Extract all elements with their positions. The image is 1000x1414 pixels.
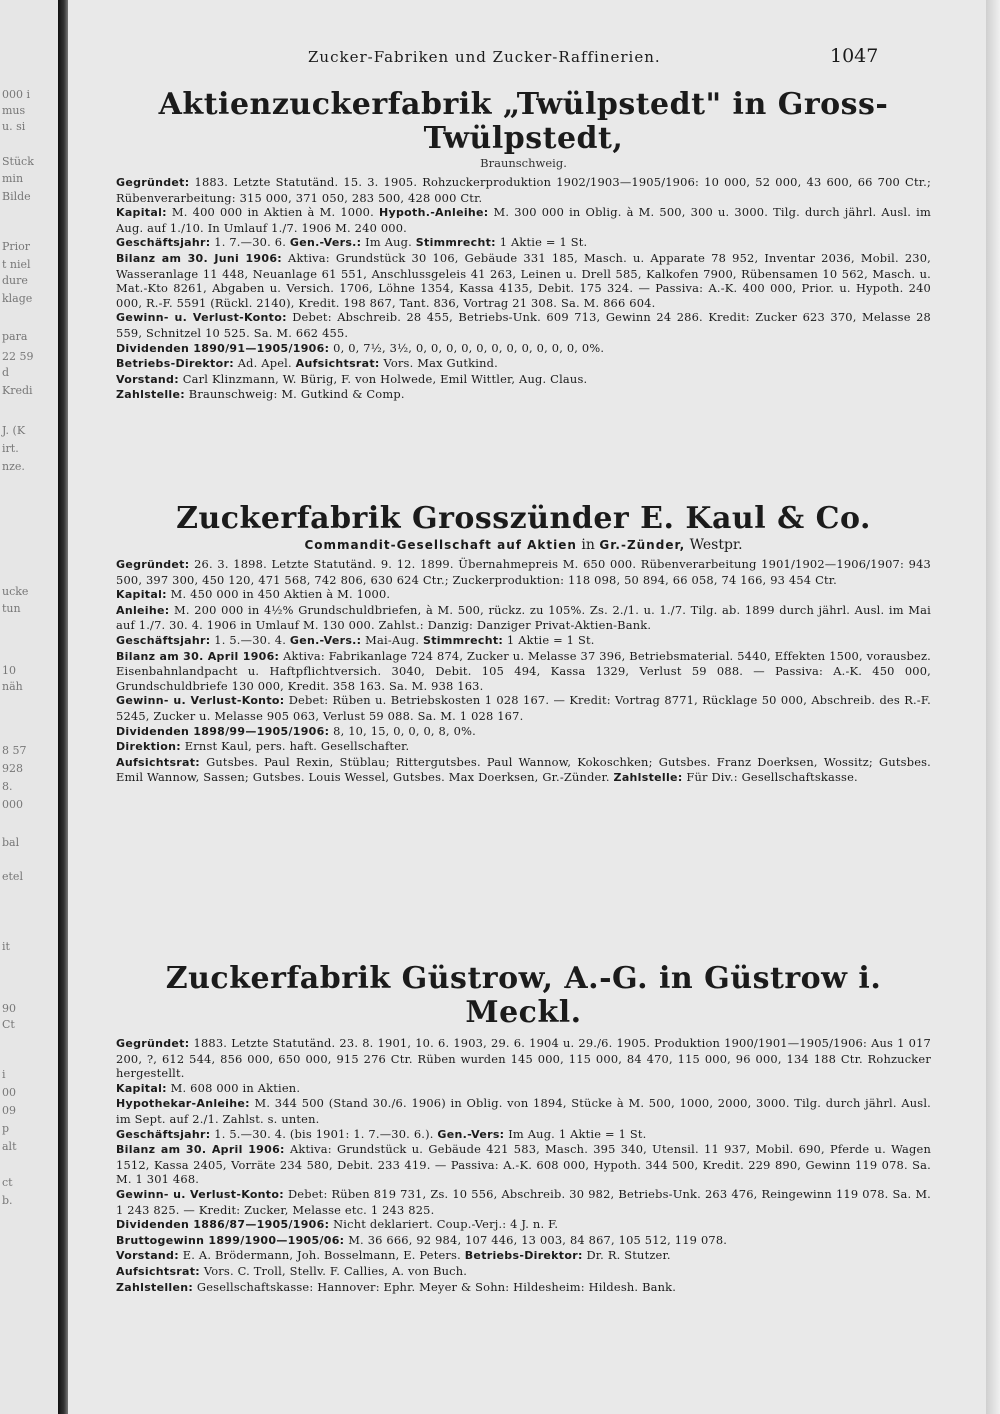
field-label: Geschäftsjahr: — [116, 1127, 211, 1141]
company-title: Zuckerfabrik Grosszünder E. Kaul & Co. — [176, 501, 871, 536]
margin-fragment: it — [2, 940, 10, 953]
margin-fragment: bal — [2, 836, 20, 849]
company-entry-twuelpstedt — [116, 88, 931, 403]
entry-paragraph — [116, 356, 931, 372]
field-label: Vorstand: — [116, 1249, 179, 1263]
field-label: Gegründet: — [116, 1037, 190, 1050]
entry-paragraph — [116, 724, 931, 740]
field-text: Ad. Apel. — [233, 356, 296, 371]
field-text: Mai-Aug. — [361, 632, 424, 647]
margin-fragment: dure — [2, 274, 28, 287]
field-text: M. 300 000 in Oblig. à M. 500, 300 u. 3000. Tilg. durch jährl. Ausl. im Aug. auf 1./10. In Umlauf 1./7. 1906 M. 240 000. — [116, 205, 931, 235]
field-label: Bilanz am 30. April 1906: — [116, 1143, 285, 1157]
margin-fragment: Kredi — [2, 384, 33, 397]
entry-paragraph — [116, 372, 931, 388]
company-title: Aktienzuckerfabrik „Twülpstedt" in Gross-Twülpstedt, — [158, 87, 889, 156]
entry-paragraph — [116, 587, 931, 603]
margin-fragment: 000 — [2, 798, 23, 811]
field-text: M. 608 000 in Aktien. — [166, 1080, 301, 1095]
margin-fragment: näh — [2, 680, 23, 693]
field-label: Gewinn- u. Verlust-Konto: — [116, 311, 287, 325]
field-label: Gewinn- u. Verlust-Konto: — [116, 694, 285, 708]
field-text: Im Aug. — [361, 235, 416, 250]
margin-fragment: J. (K — [2, 424, 26, 437]
field-text: E. A. Brödermann, Joh. Bosselmann, E. Peters. — [178, 1248, 465, 1263]
margin-fragment: 000 i — [2, 88, 31, 101]
field-label: Gen.-Vers: — [437, 1127, 505, 1141]
field-text: M. 36 666, 92 984, 107 446, 13 003, 84 867, 105 512, 119 078. — [344, 1232, 728, 1247]
field-text: M. 344 500 (Stand 30./6. 1906) in Oblig. von 1894, Stücke à M. 500, 1000, 2000, 3000. Tilg. durch jährl. Ausl. im Sept. auf 2./1. Zahlst. s. unten. — [116, 1096, 931, 1126]
entry-paragraph — [116, 1187, 931, 1217]
field-label: Stimmrecht: — [423, 633, 504, 647]
margin-fragment: Stück — [2, 155, 34, 168]
field-text: M. 400 000 in Aktien à M. 1000. — [166, 205, 380, 220]
entry-paragraph — [116, 1081, 931, 1097]
entry-paragraph — [116, 387, 931, 403]
document-page — [68, 0, 986, 1414]
margin-fragment: 09 — [2, 1104, 16, 1117]
entry-paragraph — [116, 1233, 931, 1249]
field-text: Debet: Abschreib. 28 455, Betriebs-Unk. 609 713, Gewinn 24 286. Kredit: Zucker 623 370, Melasse 28 559, Schnitzel 10 525. Sa. M. 662 455. — [116, 310, 931, 340]
field-text: Gutsbes. Paul Rexin, Stüblau; Rittergutsbes. Paul Wannow, Kokoschken; Gutsbes. Franz Doerksen, Wossitz; Gutsbes. Emil Wannow, Sassen; Gutsbes. Louis Wessel, Gutsbes. Max Doerksen, Gr.-Zünder. — [116, 754, 931, 785]
company-form-connector: in — [576, 537, 600, 553]
margin-fragment: mus — [2, 104, 26, 117]
field-text: 1. 5.—30. 4. — [210, 632, 290, 647]
margin-fragment: tun — [2, 602, 21, 615]
field-text: Für Div.: Gesellschaftskasse. — [682, 770, 858, 785]
margin-fragment: t niel — [2, 258, 31, 271]
entry-paragraph — [116, 205, 931, 235]
field-label: Geschäftsjahr: — [116, 633, 211, 647]
field-text: Braunschweig: M. Gutkind & Comp. — [184, 387, 405, 402]
margin-fragment: p — [2, 1122, 10, 1135]
field-label: Zahlstellen: — [116, 1280, 194, 1294]
entry-paragraph — [116, 1248, 931, 1264]
margin-fragment: i — [2, 1068, 6, 1081]
running-header-title: Zucker-Fabriken und Zucker-Raffinerien. — [308, 48, 661, 66]
field-label: Direktion: — [116, 740, 181, 754]
entry-paragraph — [116, 251, 931, 310]
company-entry-grosszuender — [116, 502, 931, 786]
company-form-place: Gr.-Zünder, — [599, 538, 686, 552]
margin-fragment: irt. — [2, 442, 19, 455]
field-text: 1. 5.—30. 4. (bis 1901: 1. 7.—30. 6.). — [210, 1126, 438, 1141]
field-label: Bilanz am 30. April 1906: — [116, 649, 280, 663]
field-label: Gen.-Vers.: — [289, 236, 362, 250]
margin-fragment: 90 — [2, 1002, 16, 1015]
field-text: 1 Aktie = 1 St. — [503, 632, 595, 647]
margin-fragment: ucke — [2, 585, 29, 598]
field-text: Vors. Max Gutkind. — [379, 356, 498, 371]
field-text: Debet: Rüben u. Betriebskosten 1 028 167. — Kredit: Vortrag 8771, Rücklage 50 000, Abschreib. des R.-F. 5245, Zucker u. Melasse 905 063, Verlust 59 088. Sa. M. 1 028 167. — [116, 693, 931, 723]
field-text: Aktiva: Fabrikanlage 724 874, Zucker u. Melasse 37 396, Betriebsmaterial. 5440, Effekten 1500, vorausbez. Eisenbahnlandpacht u. Haftpflichtversich. 3040, Debit. 105 494, Kassa 1329, Verlust 59 088. — Passiva: A.-K. 450 000, Grundschuldbriefe 130 000, Kredit. 358 163. Sa. M. 938 163. — [116, 648, 932, 693]
entry-paragraph — [116, 1264, 931, 1280]
field-text: Aktiva: Grundstück u. Gebäude 421 583, Masch. 395 340, Utensil. 11 937, Mobil. 690, Pferde u. Wagen 1512, Kassa 2405, Vorräte 234 580, Debit. 233 419. — Passiva: A.-K. 608 000, Hypoth. 344 500, Kredit. 229 890, Gewinn 119 078. Sa. M. 1 301 468. — [116, 1142, 931, 1187]
margin-fragment: 8. — [2, 780, 13, 793]
entry-body — [116, 1036, 931, 1295]
margin-fragment: 22 59 — [2, 350, 34, 363]
margin-fragment: d — [2, 366, 10, 379]
company-title: Zuckerfabrik Güstrow, A.-G. in Güstrow i. Meckl. — [165, 961, 882, 1030]
field-label: Aufsichtsrat: — [116, 1264, 201, 1278]
margin-fragment: 10 — [2, 664, 16, 677]
field-text: Gesellschaftskasse: Hannover: Ephr. Meyer & Sohn: Hildesheim: Hildesh. Bank. — [193, 1279, 677, 1294]
field-text: M. 450 000 in 450 Aktien à M. 1000. — [166, 587, 391, 602]
entry-paragraph — [116, 603, 931, 633]
entry-paragraph — [116, 1142, 931, 1187]
entry-paragraph — [116, 235, 931, 251]
margin-fragment: 8 57 — [2, 744, 27, 757]
margin-fragment: para — [2, 330, 28, 343]
previous-page-edge — [0, 0, 58, 1414]
field-label: Gegründet: — [116, 558, 190, 571]
entry-paragraph — [116, 1036, 931, 1081]
field-text: 1883. Letzte Statutänd. 15. 3. 1905. Rohzuckerproduktion 1902/1903—1905/1906: 10 000, 52 000, 43 600, 66 700 Ctr.; Rübenverarbeitung: 315 000, 371 050, 283 500, 428 000 Ctr. — [116, 175, 931, 205]
company-form-label: Commandit-Gesellschaft auf Aktien — [304, 538, 577, 552]
page-right-edge — [986, 0, 1000, 1414]
field-label: Bilanz am 30. Juni 1906: — [116, 251, 282, 265]
field-label: Aufsichtsrat: — [295, 357, 380, 371]
field-label: Betriebs-Direktor: — [464, 1249, 583, 1263]
field-text: Nicht deklariert. Coup.-Verj.: 4 J. n. F. — [329, 1217, 559, 1232]
field-text: 0, 0, 7½, 3½, 0, 0, 0, 0, 0, 0, 0, 0, 0, 0, 0, 0%. — [329, 340, 605, 355]
field-text: 1883. Letzte Statutänd. 23. 8. 1901, 10. 6. 1903, 29. 6. 1904 u. 29./6. 1905. Produktion 1900/1901—1905/1906: Aus 1 017 200, ?, 612 544, 856 000, 650 000, 915 276 Ctr. Rüben wurden 145 000, 115 000, 84 470, 115 000, 96 000, 134 188 Ctr. Rohzucker hergestellt. — [116, 1036, 931, 1081]
field-text: Vors. C. Troll, Stellv. F. Callies, A. von Buch. — [200, 1263, 468, 1278]
field-label: Zahlstelle: — [613, 771, 683, 785]
field-label: Zahlstelle: — [116, 388, 185, 402]
margin-fragment: min — [2, 172, 24, 185]
field-label: Hypoth.-Anleihe: — [379, 206, 489, 220]
field-text: 26. 3. 1898. Letzte Statutänd. 9. 12. 1899. Übernahmepreis M. 650 000. Rübenverarbeitung 1901/1902—1906/1907: 943 500, 397 300, 450 120, 471 568, 742 806, 630 624 Ctr.; Zuckerproduktion: 118 098, 50 894, 66 058, 74 166, 93 454 Ctr. — [116, 557, 931, 587]
field-label: Gewinn- u. Verlust-Konto: — [116, 1187, 284, 1201]
field-text: 8, 10, 15, 0, 0, 0, 8, 0%. — [329, 723, 476, 738]
entry-paragraph — [116, 341, 931, 357]
book-spine-shadow — [58, 0, 68, 1414]
margin-fragment: nze. — [2, 460, 25, 473]
margin-fragment: ct — [2, 1176, 13, 1189]
margin-fragment: 00 — [2, 1086, 16, 1099]
entry-paragraph — [116, 175, 931, 205]
field-label: Stimmrecht: — [415, 236, 496, 250]
field-label: Dividenden 1890/91—1905/1906: — [116, 341, 330, 355]
entry-paragraph — [116, 649, 931, 694]
field-label: Aufsichtsrat: — [116, 755, 201, 769]
margin-fragment: etel — [2, 870, 23, 883]
field-label: Kapital: — [116, 1081, 167, 1095]
field-label: Gen.-Vers.: — [289, 633, 362, 647]
field-text: 1. 7.—30. 6. — [210, 235, 290, 250]
field-text: Aktiva: Grundstück 30 106, Gebäude 331 185, Masch. u. Apparate 78 952, Inventar 2036, Mobil. 230, Wasseranlage 11 448, Neuanlage 61 551, Anschlussgeleis 41 263, Leinen u. Drell 585, Kalkofen 7900, Rübensamen 10 562, Masch. u. Mat.-Kto 8261, Abgaben u. Versich. 1706, Löhne 1354, Kassa 4135, Debit. 175 324. — Passiva: A.-K. 400 000, Prior. u. Hypoth. 240 000, R.-F. 5591 (Rückl. 2140), Kredit. 198 867, Tant. 836, Vortrag 21 308. Sa. M. 866 604. — [116, 250, 931, 310]
margin-fragment: u. si — [2, 120, 26, 133]
entry-paragraph — [116, 693, 931, 723]
field-label: Kapital: — [116, 588, 167, 602]
field-label: Dividenden 1898/99—1905/1906: — [116, 724, 330, 738]
field-text: Carl Klinzmann, W. Bürig, F. von Holwede, Emil Wittler, Aug. Claus. — [178, 371, 588, 386]
margin-fragment: Prior — [2, 240, 31, 253]
company-entry-guestrow — [116, 962, 931, 1295]
field-label: Geschäftsjahr: — [116, 236, 211, 250]
field-text: 1 Aktie = 1 St. — [495, 235, 588, 250]
field-text: M. 200 000 in 4½% Grundschuldbriefen, à M. 500, rückz. zu 105%. Zs. 2./1. u. 1./7. Tilg. ab. 1899 durch jährl. Ausl. im Mai auf 1./7. 30. 4. 1906 in Umlauf M. 130 000. Zahlst.: Danzig: Danziger Privat-Aktien-Bank. — [116, 602, 931, 633]
entry-paragraph — [116, 633, 931, 649]
margin-fragment: b. — [2, 1194, 13, 1207]
entry-paragraph — [116, 1280, 931, 1296]
company-location: Braunschweig. — [480, 156, 567, 170]
field-label: Kapital: — [116, 206, 167, 220]
margin-fragment: 928 — [2, 762, 23, 775]
field-text: Im Aug. 1 Aktie = 1 St. — [504, 1126, 647, 1141]
field-label: Betriebs-Direktor: — [116, 357, 234, 371]
field-text: Debet: Rüben 819 731, Zs. 10 556, Abschreib. 30 982, Betriebs-Unk. 263 476, Reingewinn 119 078. Sa. M. 1 243 825. — Kredit: Zucker, Melasse etc. 1 243 825. — [116, 1186, 932, 1217]
entry-paragraph — [116, 739, 931, 755]
margin-fragment: alt — [2, 1140, 17, 1153]
field-text: Dr. R. Stutzer. — [582, 1248, 671, 1263]
entry-paragraph — [116, 310, 931, 340]
entry-paragraph — [116, 1096, 931, 1126]
running-header — [68, 45, 986, 72]
company-form-region: Westpr. — [685, 537, 743, 553]
field-label: Hypothekar-Anleihe: — [116, 1097, 250, 1111]
margin-fragment: klage — [2, 292, 33, 305]
entry-body — [116, 175, 931, 403]
margin-fragment: Bilde — [2, 190, 31, 203]
field-label: Anleihe: — [116, 603, 170, 617]
company-form — [116, 536, 931, 554]
entry-paragraph — [116, 557, 931, 587]
field-text: Ernst Kaul, pers. haft. Gesellschafter. — [180, 739, 410, 754]
page-number: 1047 — [830, 45, 879, 67]
field-label: Vorstand: — [116, 372, 179, 386]
entry-paragraph — [116, 755, 931, 786]
field-label: Bruttogewinn 1899/1900—1905/06: — [116, 1233, 345, 1247]
entry-paragraph — [116, 1217, 931, 1233]
margin-fragment: Ct — [2, 1018, 15, 1031]
field-label: Dividenden 1886/87—1905/1906: — [116, 1218, 330, 1232]
entry-body — [116, 557, 931, 786]
entry-paragraph — [116, 1127, 931, 1143]
field-label: Gegründet: — [116, 176, 190, 189]
